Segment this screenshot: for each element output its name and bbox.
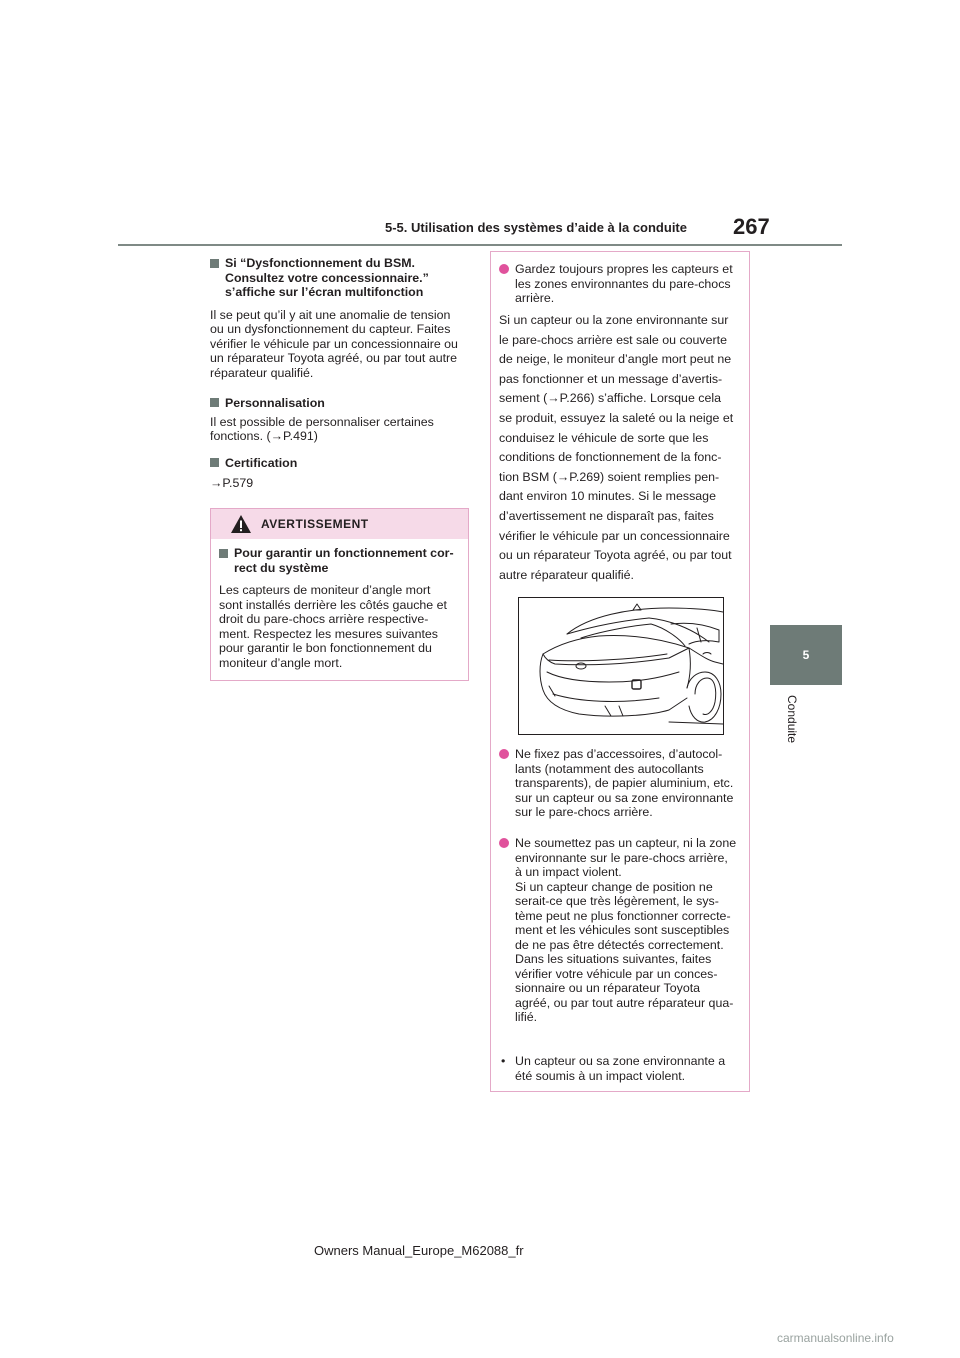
item-heading <box>210 256 470 300</box>
text-line: les zones environnantes du pare-chocs <box>515 276 731 291</box>
text-line: environnante sur le pare-chocs arrière, <box>515 850 728 865</box>
text-line: Ne fixez pas d’accessoires, d’autocol- <box>515 747 723 761</box>
text-line[interactable]: fonctions. (→P.491) <box>210 429 318 443</box>
text-line: Si un capteur change de position ne <box>515 879 713 894</box>
text-line: serait-ce que très légèrement, le sys- <box>515 894 719 908</box>
text-line: autre réparateur qualifié. <box>499 567 635 582</box>
item-heading <box>210 396 470 411</box>
text-line: ou un dysfonctionnement du capteur. Faites <box>210 322 451 336</box>
square-bullet-icon <box>210 259 219 268</box>
page-number: 267 <box>733 214 770 239</box>
text-line: Les capteurs de moniteur d’angle mort <box>219 583 431 597</box>
warning-triangle-icon <box>230 514 252 534</box>
text-line: sont installés derrière les côtés gauche et <box>219 597 447 612</box>
bullet-keep-clean <box>499 262 743 306</box>
item-heading <box>210 456 470 471</box>
text-line: sement (→P.266) s’affiche. Lorsque cela <box>499 391 722 406</box>
text-line: Il est possible de personnaliser certaines <box>210 414 434 429</box>
text-line: été soumis à un impact violent. <box>515 1068 686 1083</box>
square-bullet-icon <box>219 549 228 558</box>
text-line: pour garantir le bon fonctionnement du <box>219 641 432 655</box>
bullet-no-accessories <box>499 747 743 820</box>
warning-box <box>210 508 469 681</box>
text-line: conditions de fonctionnement de la fonc- <box>499 450 722 465</box>
text-line: pas fonctionner et un message d’avertis- <box>499 371 723 386</box>
square-bullet-icon <box>210 458 219 467</box>
text-line: un réparateur Toyota agréé, ou par tout autre <box>210 351 458 365</box>
text-line: Gardez toujours propres les capteurs et <box>515 262 733 276</box>
footer-manual-id: Owners Manual_Europe_M62088_fr <box>314 1243 524 1258</box>
text-line: lifié. <box>515 1010 538 1024</box>
text-line: Dans les situations suivantes, faites <box>515 952 712 966</box>
text-line: dant environ 10 minutes. Si le message <box>499 489 716 504</box>
car-rear-drawing <box>519 598 723 734</box>
text-line: sionnaire ou un réparateur Toyota <box>515 981 701 995</box>
item-body <box>210 308 470 381</box>
text-line: transparents), de papier aluminium, etc. <box>515 776 734 790</box>
item-body <box>210 415 470 444</box>
item-heading-text: Certification <box>225 456 298 470</box>
paragraph-dirty-sensor <box>499 311 743 585</box>
item-bsm-malfunction <box>210 256 470 380</box>
chapter-title <box>773 695 813 775</box>
chapter-number: 5 <box>802 648 810 662</box>
text-line: tème peut ne plus fonctionner correcte- <box>515 908 731 923</box>
bullet-dot-icon <box>499 264 509 274</box>
warning-subheading-line: Pour garantir un fonctionnement cor- <box>234 546 454 560</box>
text-line: Si un capteur ou la zone environnante sur <box>499 313 729 327</box>
text-line: sur le pare-chocs arrière. <box>515 805 653 819</box>
bullet-dot-icon <box>499 838 509 848</box>
chapter-title-text: Conduite <box>785 695 799 744</box>
text-line: droit du pare-chocs arrière respective- <box>219 612 429 626</box>
item-heading-text: Personnalisation <box>225 396 325 410</box>
page-link[interactable]: →P.579 <box>210 475 254 490</box>
section-title: 5-5. Utilisation des systèmes d’aide à la conduite <box>385 220 687 235</box>
text-line: tion BSM (→P.269) soient remplies pen- <box>499 469 720 484</box>
item-heading-text: Si “Dysfonctionnement du BSM. Consultez votre concessionnaire.” s’affiche sur l’écran multifonction <box>225 256 429 299</box>
text-line: ment. Respectez les mesures suivantes <box>219 626 438 641</box>
text-line: arrière. <box>515 291 555 305</box>
text-line: vérifier le véhicule par un concessionnaire <box>499 528 730 543</box>
bullet-dot-icon <box>499 749 509 759</box>
text-line: se produit, essuyez la saleté ou la neige et <box>499 410 734 425</box>
text-line: agréé, ou par tout autre réparateur qua- <box>515 995 734 1010</box>
item-customization <box>210 396 470 444</box>
item-certification <box>210 456 470 490</box>
text-line: réparateur qualifié. <box>210 365 314 380</box>
text-line: moniteur d’angle mort. <box>219 655 343 670</box>
square-bullet-icon <box>210 398 219 407</box>
text-line: de neige, le moniteur d’angle mort peut ne <box>499 352 732 367</box>
text-line: Il se peut qu’il y ait une anomalie de tension <box>210 307 451 322</box>
text-line: Ne soumettez pas un capteur, ni la zone <box>515 836 737 850</box>
text-line: vérifier votre véhicule par un conces- <box>515 966 718 981</box>
item-body <box>210 476 470 491</box>
text-line: d’avertissement ne disparaît pas, faites <box>499 508 714 523</box>
car-rear-illustration <box>518 597 724 735</box>
text-line: sur un capteur ou sa zone environnante <box>515 790 734 805</box>
text-line: ment et les véhicules sont susceptibles <box>515 923 730 937</box>
bullet-no-impact <box>499 836 743 1025</box>
warning-continuation-box <box>490 251 750 1092</box>
dash-bullet-icon: • <box>501 1054 506 1068</box>
text-line: Un capteur ou sa zone environnante a <box>515 1054 726 1068</box>
warning-header <box>211 509 468 539</box>
chapter-tab[interactable] <box>770 625 842 685</box>
text-line: ou un réparateur Toyota agréé, ou par tout <box>499 548 732 563</box>
text-line: le pare-chocs arrière est sale ou couverte <box>499 332 727 347</box>
warning-subheading <box>219 546 463 575</box>
warning-body <box>219 546 463 670</box>
warning-text <box>219 583 463 670</box>
warning-label: AVERTISSEMENT <box>261 517 369 531</box>
warning-subheading-line: rect du système <box>234 560 329 575</box>
watermark: carmanualsonline.info <box>777 1331 894 1345</box>
text-line: conduisez le véhicule de sorte que les <box>499 430 709 445</box>
text-line: à un impact violent. <box>515 865 622 879</box>
text-line: lants (notamment des autocollants <box>515 761 704 776</box>
dash-item-impact <box>499 1054 743 1083</box>
header-rule <box>118 244 842 246</box>
text-line: vérifier le véhicule par un concessionnaire ou <box>210 336 458 351</box>
text-line: de ne pas être détectés correctement. <box>515 937 724 952</box>
